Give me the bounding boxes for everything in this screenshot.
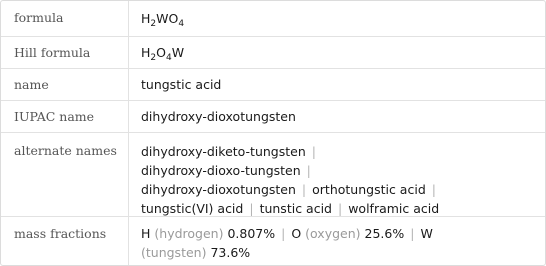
mass-symbol: O bbox=[291, 226, 302, 241]
alternate-name: wolframic acid bbox=[348, 201, 440, 216]
value-hill-formula: $H_2O_4W$ bbox=[141, 45, 185, 63]
mass-value: 73.6% bbox=[210, 245, 251, 260]
label-mass-fractions: mass fractions bbox=[14, 226, 107, 241]
separator: | bbox=[281, 226, 286, 241]
mass-symbol: H bbox=[141, 226, 151, 241]
row-mass-fractions bbox=[1, 216, 545, 266]
value-formula: $H_2WO_4$ bbox=[141, 11, 185, 29]
alternate-name: dihydroxy-dioxotungsten bbox=[141, 182, 296, 197]
separator: | bbox=[311, 144, 316, 159]
mass-symbol: W bbox=[420, 226, 433, 241]
separator: | bbox=[410, 226, 415, 241]
label-iupac-name: IUPAC name bbox=[14, 109, 95, 124]
alt-line-1 bbox=[141, 142, 537, 161]
row-iupac-name bbox=[1, 100, 545, 133]
value-alternate-names bbox=[141, 142, 537, 218]
value-mass-fractions bbox=[141, 224, 537, 262]
value-iupac-name: dihydroxy-dioxotungsten bbox=[141, 109, 296, 124]
row-hill-formula bbox=[1, 36, 545, 69]
separator: | bbox=[301, 182, 307, 197]
separator: | bbox=[431, 182, 436, 197]
separator: | bbox=[249, 201, 254, 216]
label-formula: formula bbox=[14, 10, 64, 25]
separator: | bbox=[306, 163, 311, 178]
row-alternate-names bbox=[1, 132, 545, 217]
mass-value: 0.807% bbox=[227, 226, 276, 241]
mass-element: (tungsten) bbox=[141, 245, 207, 260]
mass-element: (hydrogen) bbox=[154, 226, 224, 241]
mass-line-2 bbox=[141, 243, 537, 262]
mass-value: 25.6% bbox=[364, 226, 405, 241]
separator: | bbox=[337, 201, 343, 216]
mass-element: (oxygen) bbox=[305, 226, 361, 241]
label-name: name bbox=[14, 77, 49, 92]
value-name: tungstic acid bbox=[141, 77, 222, 92]
alt-line-3 bbox=[141, 180, 537, 199]
alternate-name: tunstic acid bbox=[259, 201, 332, 216]
row-formula bbox=[1, 1, 545, 36]
alt-line-2 bbox=[141, 161, 537, 180]
alternate-name: orthotungstic acid bbox=[312, 182, 426, 197]
label-alternate-names: alternate names bbox=[14, 143, 117, 158]
alternate-name: tungstic(VI) acid bbox=[141, 201, 244, 216]
label-hill-formula: Hill formula bbox=[14, 45, 91, 60]
mass-line-1 bbox=[141, 224, 537, 243]
alternate-name: dihydroxy-dioxo-tungsten bbox=[141, 163, 301, 178]
row-name bbox=[1, 68, 545, 101]
alternate-name: dihydroxy-diketo-tungsten bbox=[141, 144, 306, 159]
